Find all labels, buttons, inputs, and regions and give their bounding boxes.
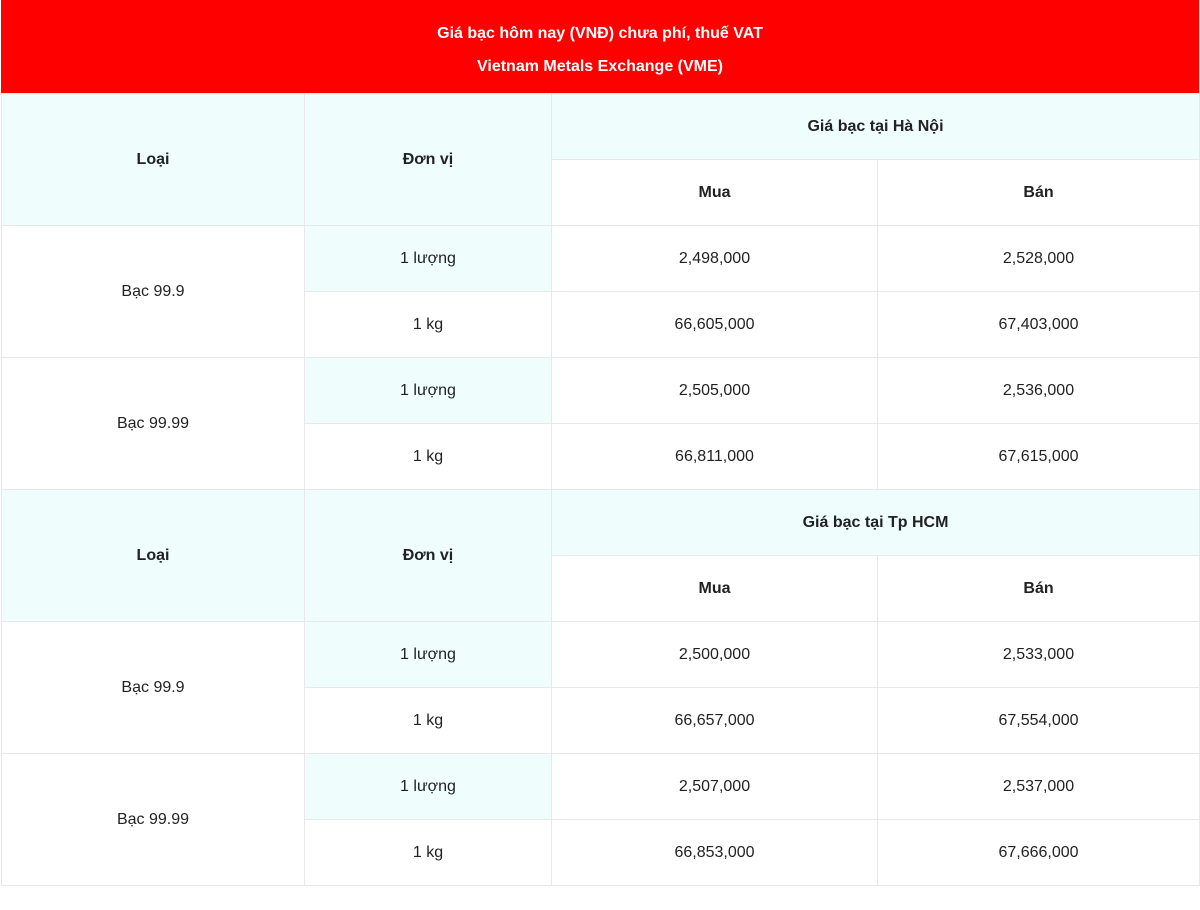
table-row bbox=[2, 754, 1200, 820]
title-bar bbox=[1, 0, 1199, 93]
header-region: Giá bạc tại Tp HCM bbox=[552, 490, 1200, 556]
cell-unit: 1 kg bbox=[305, 424, 552, 490]
cell-unit: 1 lượng bbox=[305, 226, 552, 292]
header-unit: Đơn vị bbox=[305, 94, 552, 226]
header-row bbox=[2, 94, 1200, 160]
cell-type: Bạc 99.9 bbox=[2, 226, 305, 358]
price-table bbox=[1, 93, 1200, 886]
header-type: Loại bbox=[2, 490, 305, 622]
cell-unit: 1 lượng bbox=[305, 358, 552, 424]
cell-buy: 66,811,000 bbox=[552, 424, 878, 490]
title-line-2: Vietnam Metals Exchange (VME) bbox=[477, 58, 723, 75]
header-buy: Mua bbox=[552, 556, 878, 622]
header-sell: Bán bbox=[878, 160, 1200, 226]
cell-sell: 67,554,000 bbox=[878, 688, 1200, 754]
cell-unit: 1 lượng bbox=[305, 754, 552, 820]
cell-buy: 2,498,000 bbox=[552, 226, 878, 292]
header-row bbox=[2, 490, 1200, 556]
cell-buy: 66,853,000 bbox=[552, 820, 878, 886]
cell-sell: 67,403,000 bbox=[878, 292, 1200, 358]
cell-unit: 1 kg bbox=[305, 292, 552, 358]
cell-type: Bạc 99.9 bbox=[2, 622, 305, 754]
cell-sell: 67,666,000 bbox=[878, 820, 1200, 886]
cell-type: Bạc 99.99 bbox=[2, 358, 305, 490]
header-buy: Mua bbox=[552, 160, 878, 226]
cell-sell: 2,528,000 bbox=[878, 226, 1200, 292]
title-line-1: Giá bạc hôm nay (VNĐ) chưa phí, thuế VAT bbox=[437, 25, 763, 42]
silver-price-widget bbox=[1, 0, 1199, 886]
cell-sell: 2,533,000 bbox=[878, 622, 1200, 688]
cell-buy: 66,657,000 bbox=[552, 688, 878, 754]
cell-unit: 1 kg bbox=[305, 820, 552, 886]
cell-buy: 2,505,000 bbox=[552, 358, 878, 424]
header-sell: Bán bbox=[878, 556, 1200, 622]
cell-unit: 1 kg bbox=[305, 688, 552, 754]
cell-sell: 2,537,000 bbox=[878, 754, 1200, 820]
cell-unit: 1 lượng bbox=[305, 622, 552, 688]
cell-buy: 2,500,000 bbox=[552, 622, 878, 688]
header-type: Loại bbox=[2, 94, 305, 226]
cell-sell: 2,536,000 bbox=[878, 358, 1200, 424]
cell-type: Bạc 99.99 bbox=[2, 754, 305, 886]
table-row bbox=[2, 226, 1200, 292]
header-region: Giá bạc tại Hà Nội bbox=[552, 94, 1200, 160]
header-unit: Đơn vị bbox=[305, 490, 552, 622]
table-row bbox=[2, 622, 1200, 688]
cell-sell: 67,615,000 bbox=[878, 424, 1200, 490]
cell-buy: 2,507,000 bbox=[552, 754, 878, 820]
table-row bbox=[2, 358, 1200, 424]
cell-buy: 66,605,000 bbox=[552, 292, 878, 358]
